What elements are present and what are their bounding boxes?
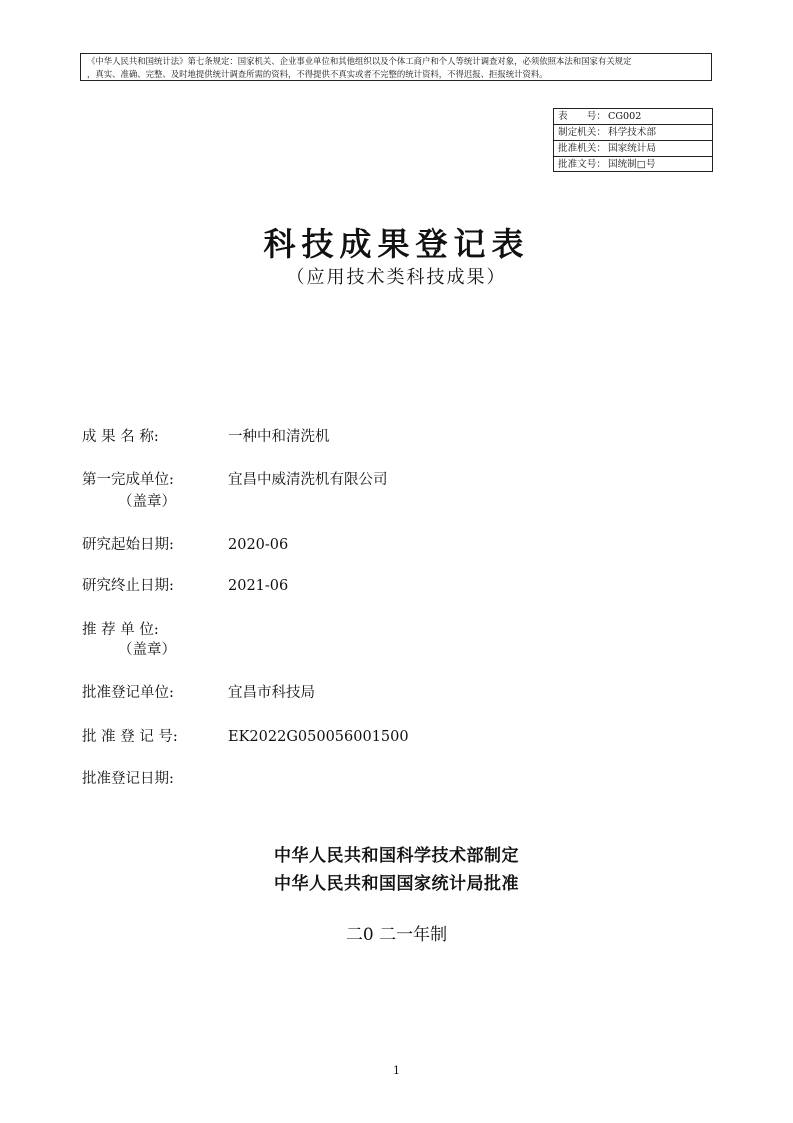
field-start-date [82,535,288,555]
field-label: 批 准 登 记 号: [82,729,178,745]
page-subtitle: （应用技术类科技成果） [286,267,507,288]
field-achievement-name [82,427,330,447]
form-info-row-number [554,109,712,125]
field-label: 成 果 名 称: [82,429,159,445]
field-registration-date [82,769,228,789]
form-info-value: CG002 [608,111,642,122]
field-value[interactable]: 宜昌市科技局 [228,685,315,701]
field-first-unit [82,470,388,490]
notice-line-1: 《中华人民共和国统计法》第七条规定：国家机关、企业事业单位和其他组织以及个体工商户和个人等统计调查对象，必须依照本法和国家有关规定 [87,56,632,66]
field-registration-number [82,727,409,747]
statistics-law-notice [80,53,712,81]
field-value[interactable]: 2021-06 [228,578,289,594]
field-label: 推 荐 单 位: [82,622,159,638]
field-value[interactable]: 2020-06 [228,537,289,553]
field-value[interactable]: 宜昌中威清洗机有限公司 [228,472,388,488]
field-label: 研究终止日期: [82,578,174,594]
form-info-row-approver [554,141,712,157]
notice-line-2: ，真实、准确、完整、及时地提供统计调查所需的资料，不得提供不真实或者不完整的统计资料，不得迟报、拒报统计资料。 [87,68,548,79]
field-approve-unit [82,683,315,703]
form-info-key: 制定机关： [558,127,606,138]
year-of-issue: 二0 二一年制 [345,925,448,945]
form-info-box [553,108,713,172]
form-info-key: 批准机关： [558,143,606,154]
page-number: 1 [393,1064,400,1077]
issuer-line-statistics-bureau: 中华人民共和国国家统计局批准 [274,874,519,894]
form-info-key: 表 号： [558,111,606,122]
form-info-row-issuer [554,125,712,141]
field-label: 第一完成单位: [82,472,174,488]
form-info-row-approval-no [554,157,712,173]
field-label: 批准登记日期: [82,771,174,787]
field-label: 批准登记单位: [82,685,174,701]
seal-note: （盖章） [118,494,176,510]
field-label: 研究起始日期: [82,537,174,553]
form-info-key: 批准文号： [558,159,606,170]
field-end-date [82,576,288,596]
form-info-value: 科学技术部 [608,127,656,138]
field-recommend-unit [82,620,228,640]
field-value[interactable]: EK2022G050056001500 [228,729,409,745]
page-title: 科技成果登记表 [263,225,530,263]
form-info-value: 国家统计局 [608,143,656,154]
seal-note: （盖章） [118,642,176,658]
issuer-line-ministry: 中华人民共和国科学技术部制定 [274,846,519,866]
field-value[interactable]: 一种中和清洗机 [228,429,330,445]
form-info-value: 国统制□号 [608,159,656,170]
